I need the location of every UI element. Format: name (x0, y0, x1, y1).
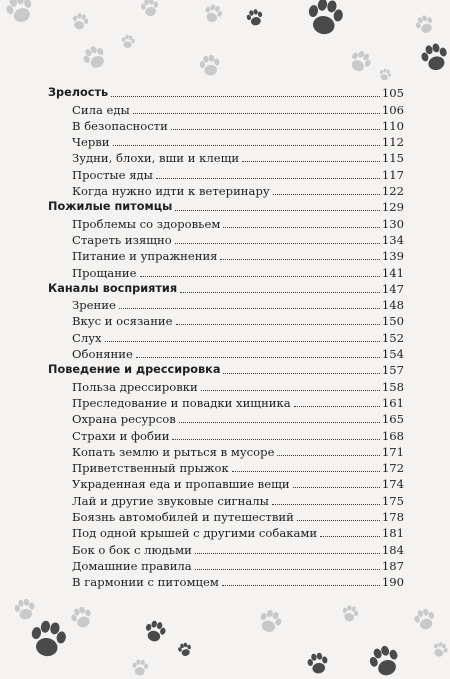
toc-section (48, 361, 404, 377)
toc-page-number: 141 (381, 265, 404, 280)
dot-leader (277, 454, 379, 456)
toc-page-number: 181 (381, 526, 404, 541)
toc-entry (48, 573, 404, 589)
paw-print-icon (132, 659, 149, 676)
paw-print-icon (69, 604, 95, 630)
toc-title: Простые яды (72, 167, 153, 182)
toc-title: Боязнь автомобилей и путешествий (72, 510, 294, 525)
dot-leader (180, 291, 380, 293)
toc-page-number: 115 (381, 151, 404, 166)
toc-entry (48, 459, 404, 475)
table-of-contents (48, 84, 404, 589)
dot-leader (222, 584, 380, 586)
paw-print-icon (121, 34, 136, 49)
toc-page-number: 178 (381, 510, 404, 525)
toc-entry (48, 100, 404, 116)
toc-section (48, 84, 404, 100)
toc-page-number: 110 (381, 118, 404, 133)
dot-leader (223, 226, 379, 228)
toc-title: В гармонии с питомцем (72, 575, 219, 590)
dot-leader (195, 552, 380, 554)
toc-page-number: 165 (381, 412, 404, 427)
toc-page-number: 130 (381, 216, 404, 231)
dot-leader (273, 193, 380, 195)
dot-leader (297, 519, 380, 521)
dot-leader (232, 470, 380, 472)
dot-leader (195, 568, 380, 570)
toc-title: Пожилые питомцы (48, 200, 173, 214)
toc-page-number: 129 (381, 200, 404, 215)
toc-entry (48, 117, 404, 133)
toc-title: Под одной крышей с другими собаками (72, 526, 318, 541)
dot-leader (201, 389, 380, 391)
dot-leader (176, 323, 380, 325)
dot-leader (293, 486, 380, 488)
dot-leader (113, 144, 380, 146)
paw-print-icon (306, 652, 329, 675)
toc-entry (48, 231, 404, 247)
toc-page-number: 190 (381, 575, 404, 590)
paw-print-icon (3, 0, 36, 26)
toc-page-number: 175 (381, 493, 404, 508)
toc-title: Охрана ресурсов (72, 412, 176, 427)
dot-leader (175, 209, 380, 211)
toc-entry (48, 296, 404, 312)
toc-title: Преследование и повадки хищника (72, 395, 291, 410)
dot-leader (175, 242, 380, 244)
toc-page-number: 184 (381, 542, 404, 557)
toc-entry (48, 247, 404, 263)
toc-entry (48, 182, 404, 198)
dot-leader (140, 275, 380, 277)
dot-leader (105, 340, 380, 342)
toc-page-number: 168 (381, 428, 404, 443)
toc-page-number: 187 (381, 558, 404, 573)
toc-entry (48, 312, 404, 328)
paw-print-icon (419, 41, 450, 73)
paw-print-icon (245, 8, 264, 27)
toc-page-number: 150 (381, 314, 404, 329)
toc-entry (48, 491, 404, 507)
toc-title: Каналы восприятия (48, 281, 178, 295)
paw-print-icon (28, 619, 68, 659)
paw-print-icon (80, 43, 109, 73)
toc-title: Лай и другие звуковые сигналы (72, 493, 269, 508)
toc-entry (48, 426, 404, 442)
dot-leader (136, 356, 380, 358)
toc-title: Приветственный прыжок (72, 461, 229, 476)
toc-title: Зрелость (48, 86, 109, 100)
toc-title: Слух (72, 330, 102, 345)
toc-entry (48, 475, 404, 491)
dot-leader (156, 177, 380, 179)
toc-page-number: 174 (381, 477, 404, 492)
dot-leader (272, 503, 380, 505)
toc-entry (48, 214, 404, 230)
toc-title: Сила еды (72, 102, 130, 117)
toc-page-number: 147 (381, 281, 404, 296)
dot-leader (111, 95, 380, 97)
toc-title: Зрение (72, 298, 116, 313)
toc-page-number: 112 (381, 135, 404, 150)
paw-print-icon (413, 13, 436, 36)
toc-page-number: 158 (381, 379, 404, 394)
toc-entry (48, 443, 404, 459)
dot-leader (133, 112, 380, 114)
toc-entry (48, 394, 404, 410)
paw-print-icon (70, 12, 89, 31)
toc-title: Домашние правила (72, 558, 192, 573)
toc-title: Стареть изящно (72, 232, 172, 247)
toc-page-number: 139 (381, 249, 404, 264)
dot-leader (242, 160, 380, 162)
paw-print-icon (366, 643, 403, 679)
dot-leader (171, 128, 380, 130)
paw-print-icon (431, 640, 450, 659)
toc-title: Зудни, блохи, вши и клещи (72, 151, 240, 166)
toc-title: Поведение и дрессировка (48, 363, 221, 377)
toc-entry (48, 524, 404, 540)
toc-title: Когда нужно идти к ветеринару (72, 184, 270, 199)
toc-entry (48, 508, 404, 524)
toc-title: Копать землю и рыться в мусоре (72, 444, 275, 459)
paw-print-icon (198, 54, 221, 77)
dot-leader (119, 307, 380, 309)
paw-print-icon (340, 604, 359, 623)
toc-entry (48, 345, 404, 361)
dot-leader (179, 421, 380, 423)
toc-title: Польза дрессировки (72, 379, 198, 394)
toc-title: Обоняние (72, 347, 133, 362)
toc-title: Питание и упражнения (72, 249, 218, 264)
toc-title: Черви (72, 135, 110, 150)
dot-leader (220, 258, 379, 260)
toc-title: Вкус и осязание (72, 314, 173, 329)
dot-leader (223, 372, 379, 374)
toc-section (48, 280, 404, 296)
toc-entry (48, 328, 404, 344)
paw-print-icon (140, 0, 160, 17)
paw-print-icon (13, 598, 36, 621)
paw-print-icon (347, 48, 374, 76)
toc-entry (48, 165, 404, 181)
paw-print-icon (378, 67, 393, 82)
paw-print-icon (177, 642, 193, 658)
toc-page-number: 105 (381, 86, 404, 101)
toc-entry (48, 263, 404, 279)
paw-print-icon (413, 607, 438, 632)
paw-print-icon (256, 607, 284, 635)
toc-page-number: 154 (381, 347, 404, 362)
toc-page-number: 122 (381, 184, 404, 199)
toc-page-number: 106 (381, 102, 404, 117)
toc-entry (48, 133, 404, 149)
toc-entry (48, 557, 404, 573)
toc-entry (48, 410, 404, 426)
toc-page-number: 134 (381, 232, 404, 247)
paw-print-icon (143, 619, 168, 644)
toc-page-number: 117 (381, 167, 404, 182)
dot-leader (320, 535, 380, 537)
toc-page-number: 152 (381, 330, 404, 345)
paw-print-icon (202, 2, 224, 24)
toc-title: Прощание (72, 265, 137, 280)
toc-title: Страхи и фобии (72, 428, 170, 443)
dot-leader (172, 438, 379, 440)
toc-page-number: 148 (381, 298, 404, 313)
toc-entry (48, 377, 404, 393)
toc-title: Украденная еда и пропавшие вещи (72, 477, 290, 492)
toc-title: В безопасности (72, 118, 168, 133)
toc-section (48, 198, 404, 214)
paw-print-icon (305, 0, 345, 37)
toc-title: Бок о бок с людьми (72, 542, 192, 557)
toc-entry (48, 540, 404, 556)
toc-title: Проблемы со здоровьем (72, 216, 221, 231)
toc-page-number: 172 (381, 461, 404, 476)
toc-page-number: 171 (381, 444, 404, 459)
toc-page-number: 161 (381, 395, 404, 410)
toc-entry (48, 149, 404, 165)
dot-leader (294, 405, 380, 407)
toc-page-number: 157 (381, 363, 404, 378)
